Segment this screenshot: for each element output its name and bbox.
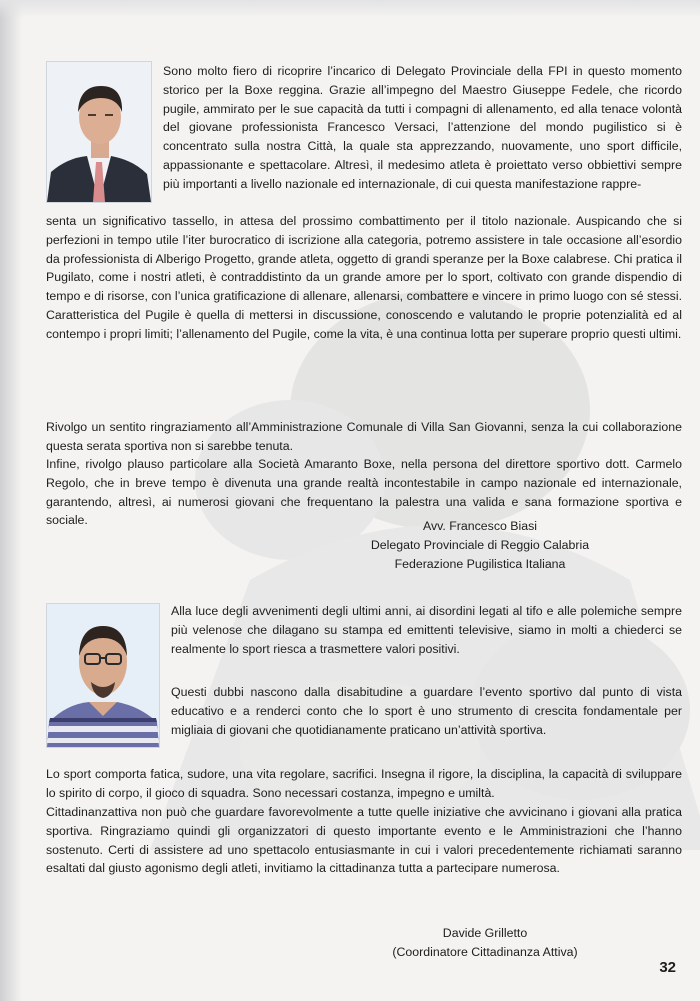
intro-paragraph: Sono molto fiero di ricoprire l’incarico di Delegato Provinciale della FPI in questo momento storico per la Boxe reggina. Grazie all’impegno del Maestro Giuseppe Fedele, che ricordo pugile, ammirato per le sue capacità da tutti i compagni di allenamento, ed alla tenace volontà del giovane professionista Francesco Versaci, l’attenzione del mondo pugilistico si è concentrato sulla nostra Città, la quale sta apprezzando, nuovamente, uno sport difficile, appassionante e spettacolare. Altresì, il medesimo atleta è proiettato verso obbiettivi sempre più importanti a livello nazionale ed internazionale, di cui questa manifestazione rappre- — [163, 64, 682, 191]
portrait-francesco-biasi — [46, 61, 152, 203]
signature-name: Davide Grilletto — [442, 926, 528, 940]
sport-effort-paragraph: Lo sport comporta fatica, sudore, una vita regolare, sacrifici. Insegna il rigore, la disciplina, la capacità di sviluppare lo spirito di corpo, il gioco di squadra. Sono necessari costanza, impegno e umiltà. — [46, 767, 682, 800]
sport-values-paragraph: Alla luce degli avvenimenti degli ultimi anni, ai disordini legati al tifo e alle polemiche sempre più velenose che dilagano su stampa ed emittenti televisive, siamo in molti a chiederci se realmente lo sport riesca a trasmettere valori positivi. — [171, 604, 682, 656]
intro-paragraph-continued: senta un significativo tassello, in attesa del prossimo combattimento per il titolo nazionale. Auspicando che si perfezioni in tempo utile l’iter burocratico di iscrizione alla categoria, potremo assistere in tale occasione all’esordio da professionista di Alberigo Progetto, grande atleta, oggetto di grandi speranze per la Boxe calabrese. Chi pratica il Pugilato, come i nostri atleti, è contraddistinto da un grande amore per lo sport, coltivato con grande dispendio di tempo e di risorse, con l’unica gratificazione di allenare, allenarsi, combattere e vincere in primo luogo con sé stessi. Caratteristica del Pugile è quella di mettersi in discussione, conoscendo e valutando le proprie potenzialità ed al contempo i propri limiti; l’allenamento del Pugile, come la vita, è una continua lotta per superare proprio questi ultimi. — [46, 214, 682, 341]
cittadinanzattiva-paragraph: Cittadinanzattiva non può che guardare favorevolmente a tutte quelle iniziative che avvicinano i giovani alla pratica sportiva. Ringraziamo quindi gli organizzatori di questo importante evento e le Amministrazioni che l’hanno sostenuto. Certi di assistere ad uno spettacolo entusiasmante in cui i valori precedentemente richiamati saranno esaltati dal giusto agonismo degli atleti, invitiamo la cittadinanza tutta a partecipare numerosa. — [46, 805, 682, 876]
signature-block-1 — [280, 517, 680, 574]
signature-role: Delegato Provinciale di Reggio Calabria — [370, 538, 590, 552]
top-shadow — [0, 0, 700, 18]
portrait-davide-grilletto — [46, 603, 160, 748]
signature-block-2 — [290, 924, 680, 962]
page-number: 32 — [659, 959, 676, 976]
closing-paragraph: Infine, rivolgo plauso particolare alla Società Amaranto Boxe, nella persona del direttore sportivo dott. Carmelo Regolo, che in breve tempo è divenuta una grande realtà incontestabile in campo nazionale ed internazionale, garantendo, altresì, ai numerosi giovani che frequentano la palestra una valida e sana formazione sportiva e sociale. — [46, 457, 682, 528]
thanks-paragraph: Rivolgo un sentito ringraziamento all’Amministrazione Comunale di Villa San Giovanni, senza la cui collaborazione questa serata sportiva non si sarebbe tenuta. — [46, 420, 682, 453]
doubts-paragraph: Questi dubbi nascono dalla disabitudine a guardare l’evento sportivo dal punto di vista educativo e a renderci conto che lo sport è uno strumento di crescita fondamentale per migliaia di giovani che quotidianamente praticano un’attività sportiva. — [171, 685, 682, 737]
binding-shadow — [0, 0, 22, 1001]
signature-role: (Coordinatore Cittadinanza Attiva) — [392, 945, 578, 959]
signature-name: Avv. Francesco Biasi — [422, 519, 538, 533]
signature-organization: Federazione Pugilistica Italiana — [394, 557, 566, 571]
